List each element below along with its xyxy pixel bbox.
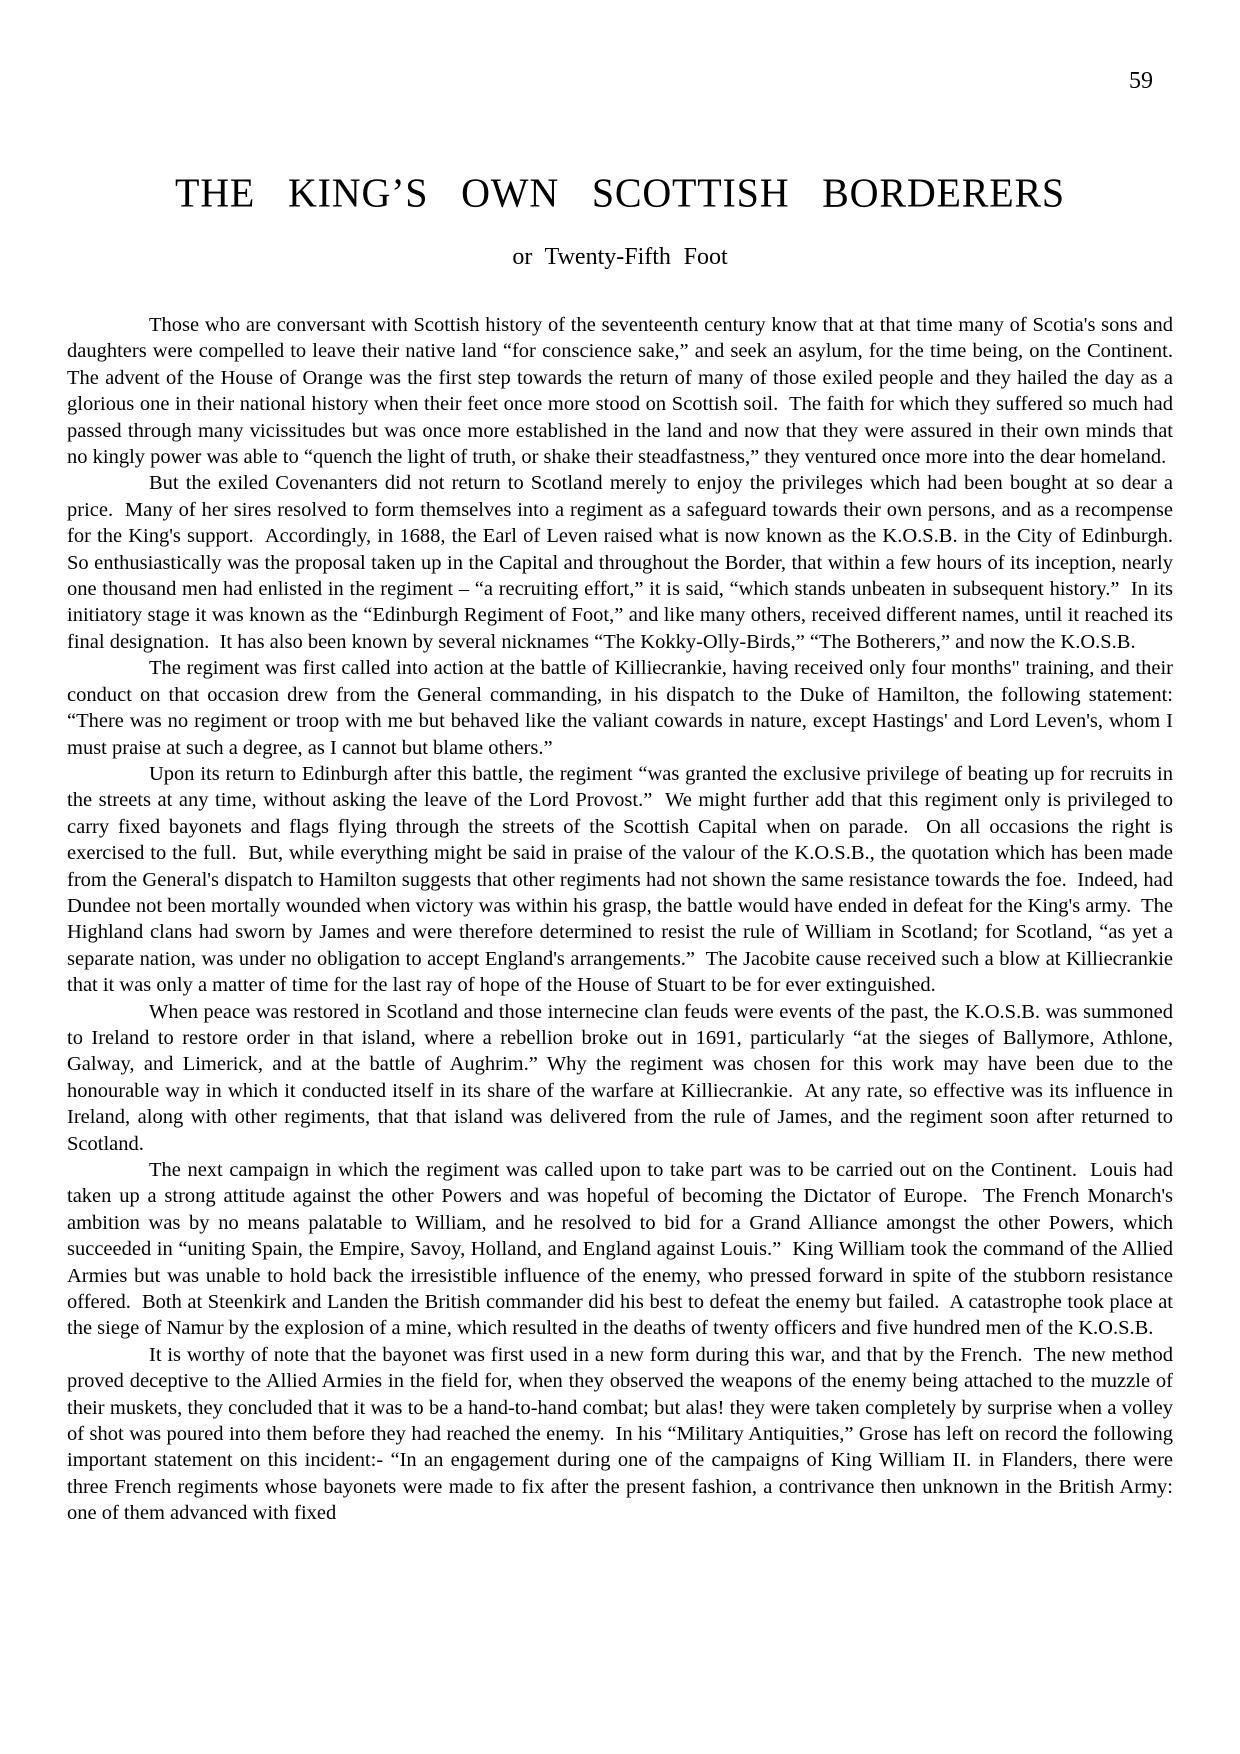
paragraph: The next campaign in which the regiment was called upon to take part was to be carried out on the Continent. Louis had taken up a strong attitude against the other Powers and was hopeful of becoming the Dictator of Europe. The French Monarch's ambition was by no means palatable to William, and he resolved to bid for a Grand Alliance amongst the other Powers, which succeeded in “uniting Spain, the Empire, Savoy, Holland, and England against Louis.” King William took the command of the Allied Armies but was unable to hold back the irresistible influence of the enemy, who pressed forward in spite of the stubborn resistance offered. Both at Steenkirk and Landen the British commander did his best to defeat the enemy but failed. A catastrophe took place at the siege of Namur by the explosion of a mine, which resulted in the deaths of twenty officers and five hundred men of the K.O.S.B.: [67, 1159, 1179, 1340]
body-text: [67, 312, 1184, 1527]
page-title: THE KING’S OWN SCOTTISH BORDERERS: [175, 169, 1065, 216]
paragraph: The regiment was first called into action at the battle of Killiecrankie, having received only four months" training, and their conduct on that occasion drew from the General commanding, in his dispatch to the Duke of Hamilton, the following statement: “There was no regiment or troop with me but behaved like the valiant cowards in nature, except Hastings' and Lord Leven's, whom I must praise at such a degree, as I cannot but blame others.”: [67, 657, 1179, 759]
paragraph: But the exiled Covenanters did not return to Scotland merely to enjoy the privileges which had been bought at so dear a price. Many of her sires resolved to form themselves into a regiment as a safeguard towards their own persons, and as a recompense for the King's support. Accordingly, in 1688, the Earl of Leven raised what is now known as the K.O.S.B. in the City of Edinburgh. So enthusiastically was the proposal taken up in the Capital and throughout the Border, that within a few hours of its inception, nearly one thousand men had enlisted in the regiment – “a recruiting effort,” it is said, “which stands unbeaten in subsequent history.” In its initiatory stage it was known as the “Edinburgh Regiment of Foot,” and like many others, received different names, until it reached its final designation. It has also been known by several nicknames “The Kokky-Olly-Birds,” “The Botherers,” and now the K.O.S.B.: [67, 472, 1184, 653]
paragraph: Those who are conversant with Scottish history of the seventeenth century know that at that time many of Scotia's sons and daughters were compelled to leave their native land “for conscience sake,” and seek an asylum, for the time being, on the Continent. The advent of the House of Orange was the first step towards the return of many of those exiled people and they hailed the day as a glorious one in their national history when their feet once more stood on Scottish soil. The faith for which they suffered so much had passed through many vicissitudes but was once more established in the land and now that they were assured in their own minds that no kingly power was able to “quench the light of truth, or shake their steadfastness,” they ventured once more into the dear homeland.: [67, 314, 1184, 469]
paragraph: When peace was restored in Scotland and those internecine clan feuds were events of the past, the K.O.S.B. was summoned to Ireland to restore order in that island, where a rebellion broke out in 1691, particularly “at the sieges of Ballymore, Athlone, Galway, and Limerick, and at the battle of Aughrim.” Why the regiment was chosen for this work may have been due to the honourable way in which it conducted itself in its share of the warfare at Killiecrankie. At any rate, so effective was its influence in Ireland, along with other regiments, that that island was delivered from the rule of James, and the regiment soon after returned to Scotland.: [67, 1000, 1179, 1155]
page-subtitle: or Twenty-Fifth Foot: [512, 244, 728, 270]
paragraph: It is worthy of note that the bayonet was first used in a new form during this war, and that by the French. The new method proved deceptive to the Allied Armies in the field for, when they observed the weapons of the enemy being attached to the muzzle of their muskets, they concluded that it was to be a hand-to-hand combat; but alas! they were taken completely by surprise when a volley of shot was poured into them before they had reached the enemy. In his “Military Antiquities,” Grose has left on record the following important statement on this incident:- “In an engagement during one of the campaigns of King William II. in Flanders, there were three French regiments whose bayonets were made to fix after the present fashion, a contrivance then unknown in the British Army: one of them advanced with fixed: [67, 1343, 1179, 1525]
page-number: 59: [1129, 68, 1153, 94]
paragraph: Upon its return to Edinburgh after this battle, the regiment “was granted the exclusive privilege of beating up for recruits in the streets at any time, without asking the leave of the Lord Provost.” We might further add that this regiment only is privileged to carry fixed bayonets and flags flying through the streets of the Scottish Capital when on parade. On all occasions the right is exercised to the full. But, while everything might be said in praise of the valour of the K.O.S.B., the quotation which has been made from the General's dispatch to Hamilton suggests that other regiments had not shown the same resistance towards the foe. Indeed, had Dundee not been mortally wounded when victory was within his grasp, the battle would have ended in defeat for the King's army. The Highland clans had sworn by James and were therefore determined to resist the rule of William in Scotland; for Scotland, “as yet a separate nation, was under no obligation to accept England's arrangements.” The Jacobite cause received such a blow at Killiecrankie that it was only a matter of time for the last ray of hope of the House of Stuart to be for ever extinguished.: [67, 762, 1179, 997]
